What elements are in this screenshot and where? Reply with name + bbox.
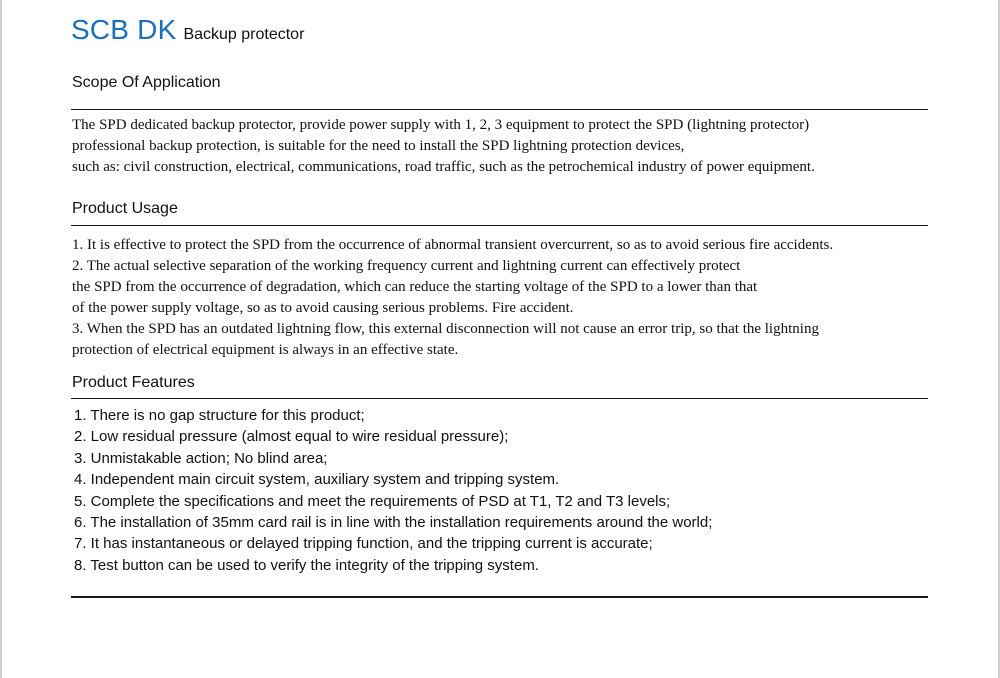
page-title <box>71 14 304 46</box>
feature-item: 4. Independent main circuit system, auxiliary system and tripping system. <box>74 471 560 489</box>
features-divider <box>71 398 928 399</box>
feature-item: 5. Complete the specifications and meet the requirements of PSD at T1, T2 and T3 levels; <box>74 492 671 510</box>
feature-item: 6. The installation of 35mm card rail is in line with the installation requirements around the world; <box>74 514 713 532</box>
scope-divider <box>71 109 928 110</box>
feature-item: 2. Low residual pressure (almost equal to wire residual pressure); <box>74 428 509 446</box>
scope-line: The SPD dedicated backup protector, provide power supply with 1, 2, 3 equipment to protect the SPD (lightning protector) <box>72 117 810 133</box>
features-list <box>74 405 712 576</box>
bottom-divider <box>71 596 928 598</box>
usage-divider <box>71 225 928 226</box>
feature-item: 3. Unmistakable action; No blind area; <box>74 449 328 467</box>
scope-line: professional backup protection, is suitable for the need to install the SPD lightning protection devices, <box>72 138 685 154</box>
usage-heading: Product Usage <box>72 200 178 217</box>
scope-text <box>72 115 815 178</box>
scope-line: such as: civil construction, electrical, communications, road traffic, such as the petrochemical industry of power equipment. <box>72 159 815 175</box>
usage-line: protection of electrical equipment is always in an effective state. <box>72 342 459 358</box>
feature-item: 8. Test button can be used to verify the integrity of the tripping system. <box>74 556 539 574</box>
page-edge-left <box>0 0 2 678</box>
page-subtitle: Backup protector <box>183 26 305 43</box>
usage-line: 3. When the SPD has an outdated lightning flow, this external disconnection will not cause an error trip, so that the lightning <box>72 321 819 337</box>
features-heading: Product Features <box>72 374 195 391</box>
usage-text <box>72 235 833 361</box>
scope-heading: Scope Of Application <box>72 74 221 91</box>
usage-line: 1. It is effective to protect the SPD from the occurrence of abnormal transient overcurrent, so as to avoid serious fire accidents. <box>72 237 834 253</box>
usage-line: of the power supply voltage, so as to avoid causing serious problems. Fire accident. <box>72 300 574 316</box>
usage-line: 2. The actual selective separation of the working frequency current and lightning current can effectively protect <box>72 258 741 274</box>
usage-line: the SPD from the occurrence of degradation, which can reduce the starting voltage of the SPD to a lower than that <box>72 279 758 295</box>
brand-name: SCB DK <box>71 14 177 45</box>
feature-item: 7. It has instantaneous or delayed tripping function, and the tripping current is accurate; <box>74 535 653 553</box>
feature-item: 1. There is no gap structure for this product; <box>74 407 365 424</box>
